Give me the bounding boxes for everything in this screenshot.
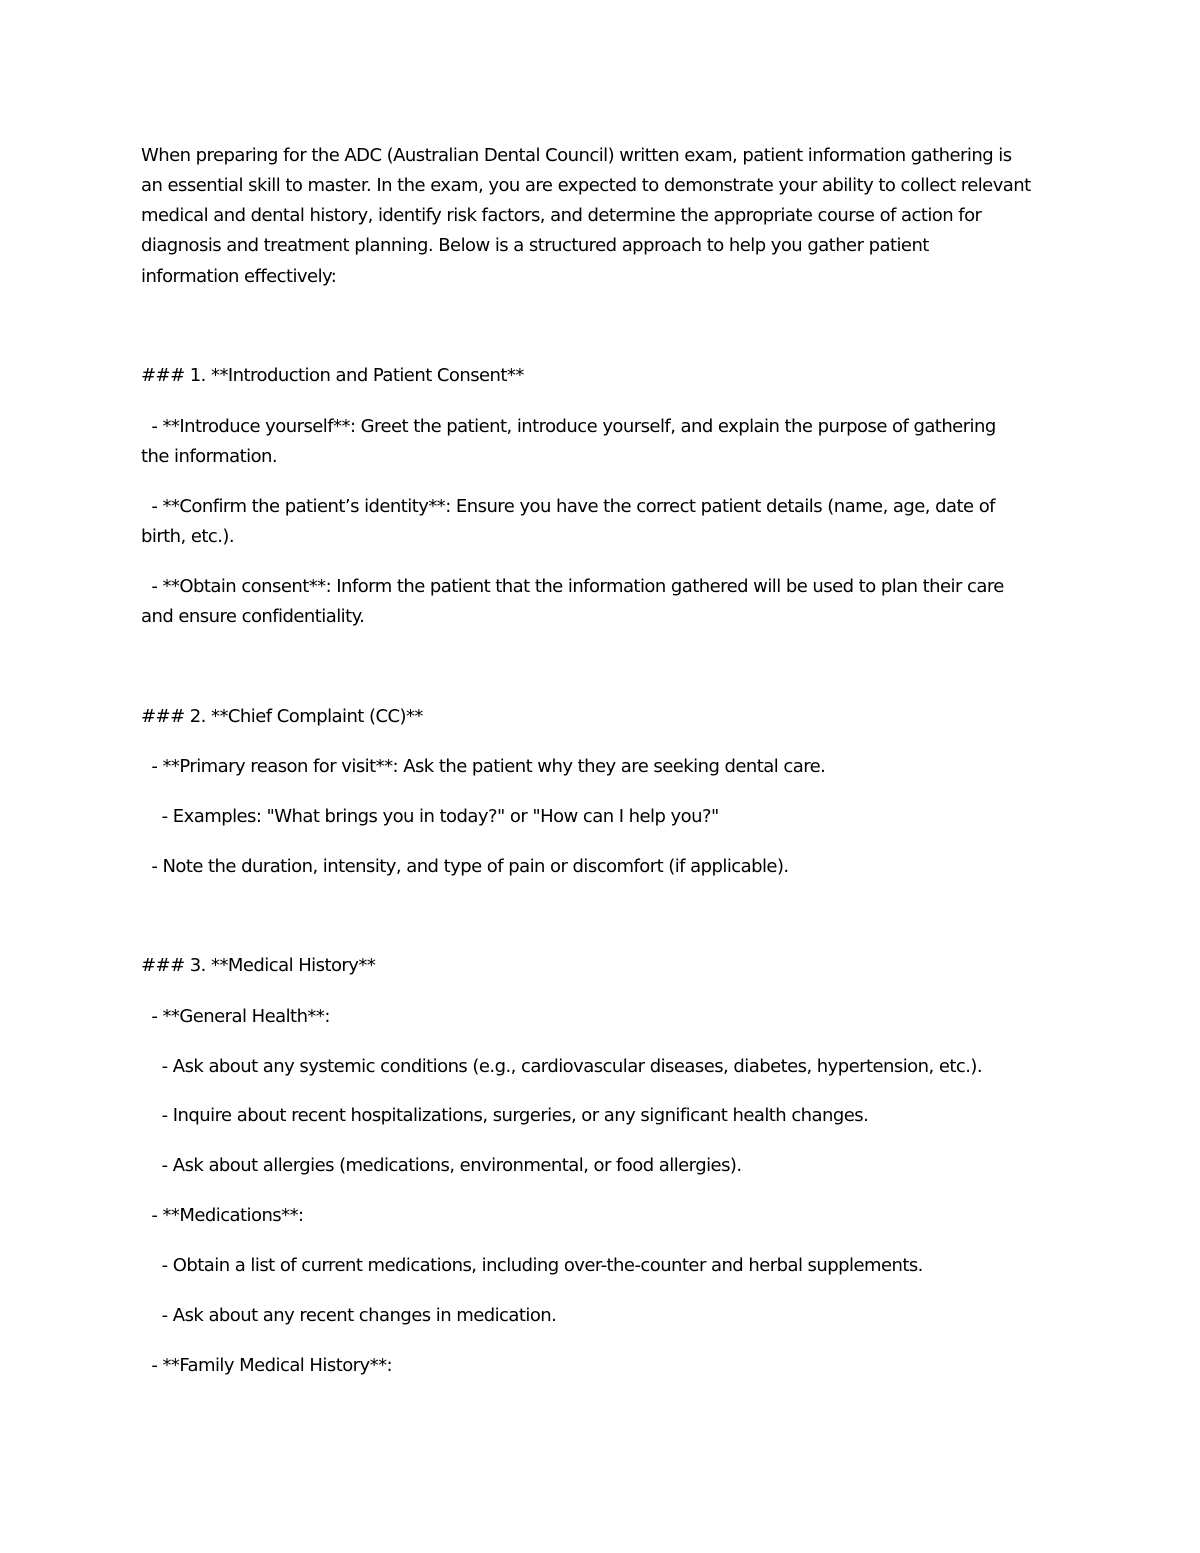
intro-line: information effectively: [141,266,337,287]
section-line: - **Introduce yourself**: Greet the patient, introduce yourself, and explain the purpose of gathering [141,416,996,437]
section-line: - **Family Medical History**: [141,1355,393,1376]
section-heading: ### 2. **Chief Complaint (CC)** [141,706,423,727]
section-line: - Examples: "What brings you in today?" or "How can I help you?" [141,806,719,827]
intro-line: medical and dental history, identify risk factors, and determine the appropriate course of action for [141,205,982,226]
section-line: - Note the duration, intensity, and type of pain or discomfort (if applicable). [141,856,789,877]
section-line: - Ask about any systemic conditions (e.g., cardiovascular diseases, diabetes, hypertension, etc.). [141,1056,983,1077]
section-line: - **Obtain consent**: Inform the patient that the information gathered will be used to plan their care [141,576,1004,597]
intro-line: an essential skill to master. In the exam, you are expected to demonstrate your ability to collect relevant [141,175,1031,196]
section-heading: ### 3. **Medical History** [141,955,376,976]
intro-line: diagnosis and treatment planning. Below is a structured approach to help you gather patient [141,235,929,256]
intro-line: When preparing for the ADC (Australian Dental Council) written exam, patient information gathering is [141,145,1012,166]
section-line: - **Primary reason for visit**: Ask the patient why they are seeking dental care. [141,756,826,777]
section-line: - Ask about any recent changes in medication. [141,1305,557,1326]
section-line: - **Medications**: [141,1205,304,1226]
section-line: - **General Health**: [141,1006,330,1027]
section-line: birth, etc.). [141,526,235,547]
section-line: - Obtain a list of current medications, including over-the-counter and herbal supplements. [141,1255,923,1276]
section-line: - Ask about allergies (medications, environmental, or food allergies). [141,1155,742,1176]
section-line: - **Confirm the patient’s identity**: Ensure you have the correct patient details (name, age, date of [141,496,995,517]
section-heading: ### 1. **Introduction and Patient Consent** [141,365,524,386]
section-line: and ensure confidentiality. [141,606,365,627]
section-line: - Inquire about recent hospitalizations, surgeries, or any significant health changes. [141,1105,869,1126]
section-line: the information. [141,446,278,467]
